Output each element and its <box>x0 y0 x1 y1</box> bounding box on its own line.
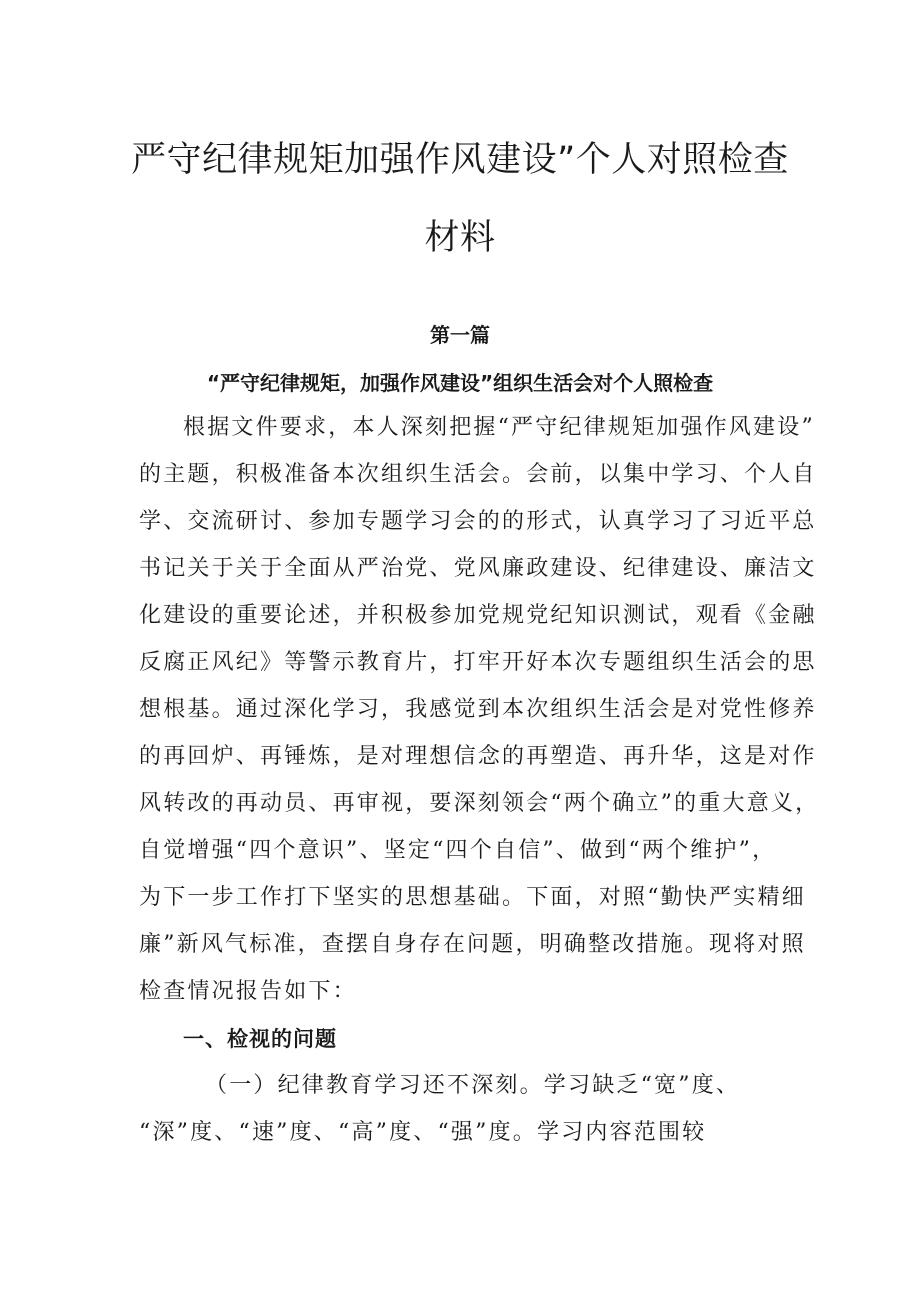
section-subtitle: “严守纪律规矩，加强作风建设”组织生活会对个人照检查 <box>206 371 714 395</box>
paragraph-line: 化建设的重要论述，并积极参加党规党纪知识测试，观看《金融 <box>139 603 817 628</box>
paragraph-line: 反腐正风纪》等警示教育片，打牢开好本次专题组织生活会的思 <box>139 650 817 675</box>
document-title-line-1: 严守纪律规矩加强作风建设”个人对照检查 <box>131 140 789 180</box>
paragraph-line: 廉”新风气标准，查摆自身存在问题，明确整改措施。现将对照 <box>139 932 806 957</box>
paragraph-line: 风转改的再动员、再审视，要深刻领会“两个确立”的重大意义， <box>139 791 820 816</box>
paragraph-line: （一）纪律教育学习还不深刻。学习缺乏“宽”度、 <box>205 1073 741 1098</box>
paragraph-line: 的主题，积极准备本次组织生活会。会前，以集中学习、个人自 <box>139 462 817 487</box>
section-label: 第一篇 <box>430 323 490 347</box>
paragraph-line: “深”度、“速”度、“高”度、“强”度。学习内容范围较 <box>139 1120 707 1145</box>
paragraph-line: 的再回炉、再锤炼，是对理想信念的再塑造、再升华，这是对作 <box>139 744 817 769</box>
paragraph-line: 检查情况报告如下： <box>139 979 357 1004</box>
document-title-line-2: 材料 <box>424 218 496 258</box>
paragraph-line: 学、交流研讨、参加专题学习会的的形式，认真学习了习近平总 <box>139 509 817 534</box>
paragraph-line: 想根基。通过深化学习，我感觉到本次组织生活会是对党性修养 <box>139 697 817 722</box>
paragraph-line: 书记关于关于全面从严治党、党风廉政建设、纪律建设、廉洁文 <box>139 556 817 581</box>
section-heading: 一、检视的问题 <box>183 1027 337 1051</box>
paragraph-line: 为下一步工作打下坚实的思想基础。下面，对照“勤快严实精细 <box>139 885 806 910</box>
paragraph-line: 自觉增强“四个意识”、坚定“四个自信”、做到“两个维护”， <box>139 838 777 863</box>
paragraph-line: 根据文件要求，本人深刻把握“严守纪律规矩加强作风建设” <box>183 415 815 440</box>
